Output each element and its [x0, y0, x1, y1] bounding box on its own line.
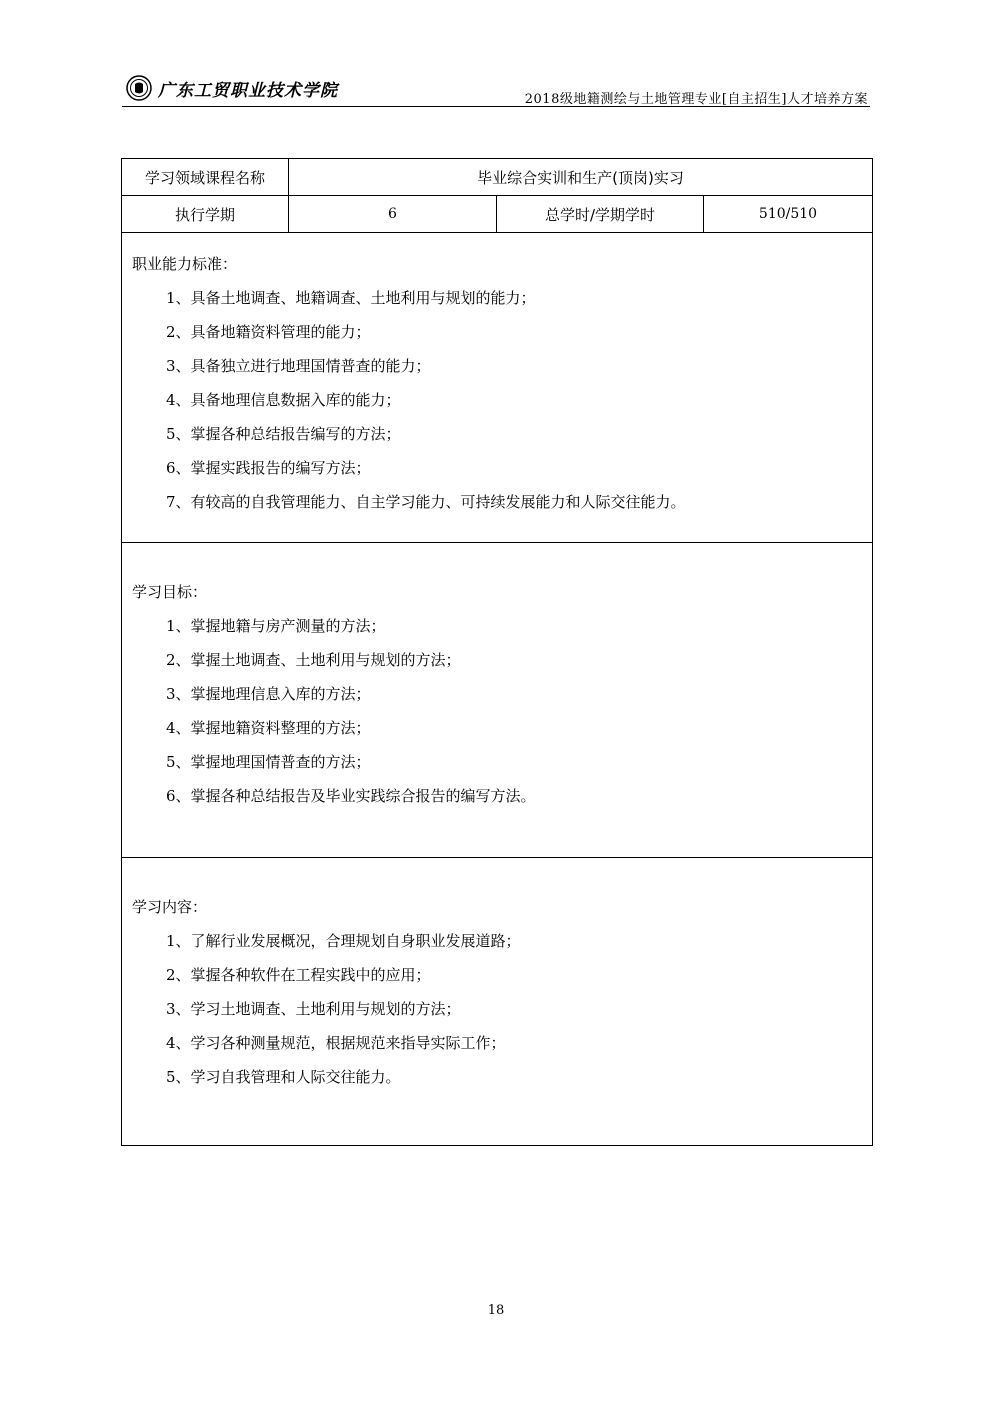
goals-title: 学习目标： [132, 583, 208, 601]
list-item: 5、掌握各种总结报告编写的方法； [166, 425, 401, 443]
ability-row [122, 233, 873, 543]
course-name-row [122, 159, 873, 196]
list-item: 2、掌握各种软件在工程实践中的应用； [166, 966, 431, 984]
list-item: 3、掌握地理信息入库的方法； [166, 685, 371, 703]
list-item: 2、掌握土地调查、土地利用与规划的方法； [166, 651, 461, 669]
list-item: 1、具备土地调查、地籍调查、土地利用与规划的能力； [166, 289, 536, 307]
term-row [122, 196, 873, 233]
list-item: 4、掌握地籍资料整理的方法； [166, 719, 371, 737]
list-item: 3、具备独立进行地理国情普查的能力； [166, 357, 431, 375]
hours-label: 总学时/学期学时 [497, 196, 704, 233]
hours-value: 510/510 [704, 196, 873, 233]
school-name: 广东工贸职业技术学院 [158, 80, 338, 101]
term-label: 执行学期 [122, 196, 289, 233]
goals-section [122, 543, 873, 858]
content-section [122, 858, 873, 1146]
list-item: 7、有较高的自我管理能力、自主学习能力、可持续发展能力和人际交往能力。 [166, 493, 686, 511]
page-header [122, 70, 870, 107]
list-item: 5、学习自我管理和人际交往能力。 [166, 1068, 401, 1086]
list-item: 4、学习各种测量规范，根据规范来指导实际工作； [166, 1034, 506, 1052]
list-item: 5、掌握地理国情普查的方法； [166, 753, 371, 771]
goals-row [122, 543, 873, 858]
list-item: 4、具备地理信息数据入库的能力； [166, 391, 401, 409]
list-item: 1、了解行业发展概况，合理规划自身职业发展道路； [166, 932, 521, 950]
content-title: 学习内容： [132, 898, 208, 916]
page-number: 18 [487, 1303, 505, 1318]
school-seal-icon [126, 75, 152, 101]
list-item: 6、掌握各种总结报告及毕业实践综合报告的编写方法。 [166, 787, 536, 805]
course-table [121, 158, 873, 1146]
list-item: 6、掌握实践报告的编写方法； [166, 459, 371, 477]
term-value: 6 [289, 196, 497, 233]
list-item: 2、具备地籍资料管理的能力； [166, 323, 371, 341]
ability-title: 职业能力标准： [132, 255, 238, 273]
course-name: 毕业综合实训和生产(顶岗)实习 [289, 159, 873, 196]
document-title: 2018级地籍测绘与土地管理专业[自主招生]人才培养方案 [524, 92, 868, 107]
list-item: 3、学习土地调查、土地利用与规划的方法； [166, 1000, 461, 1018]
ability-section [122, 233, 873, 543]
school-logo [126, 75, 338, 101]
course-label: 学习领域课程名称 [122, 159, 289, 196]
list-item: 1、掌握地籍与房产测量的方法； [166, 617, 386, 635]
content-row [122, 858, 873, 1146]
